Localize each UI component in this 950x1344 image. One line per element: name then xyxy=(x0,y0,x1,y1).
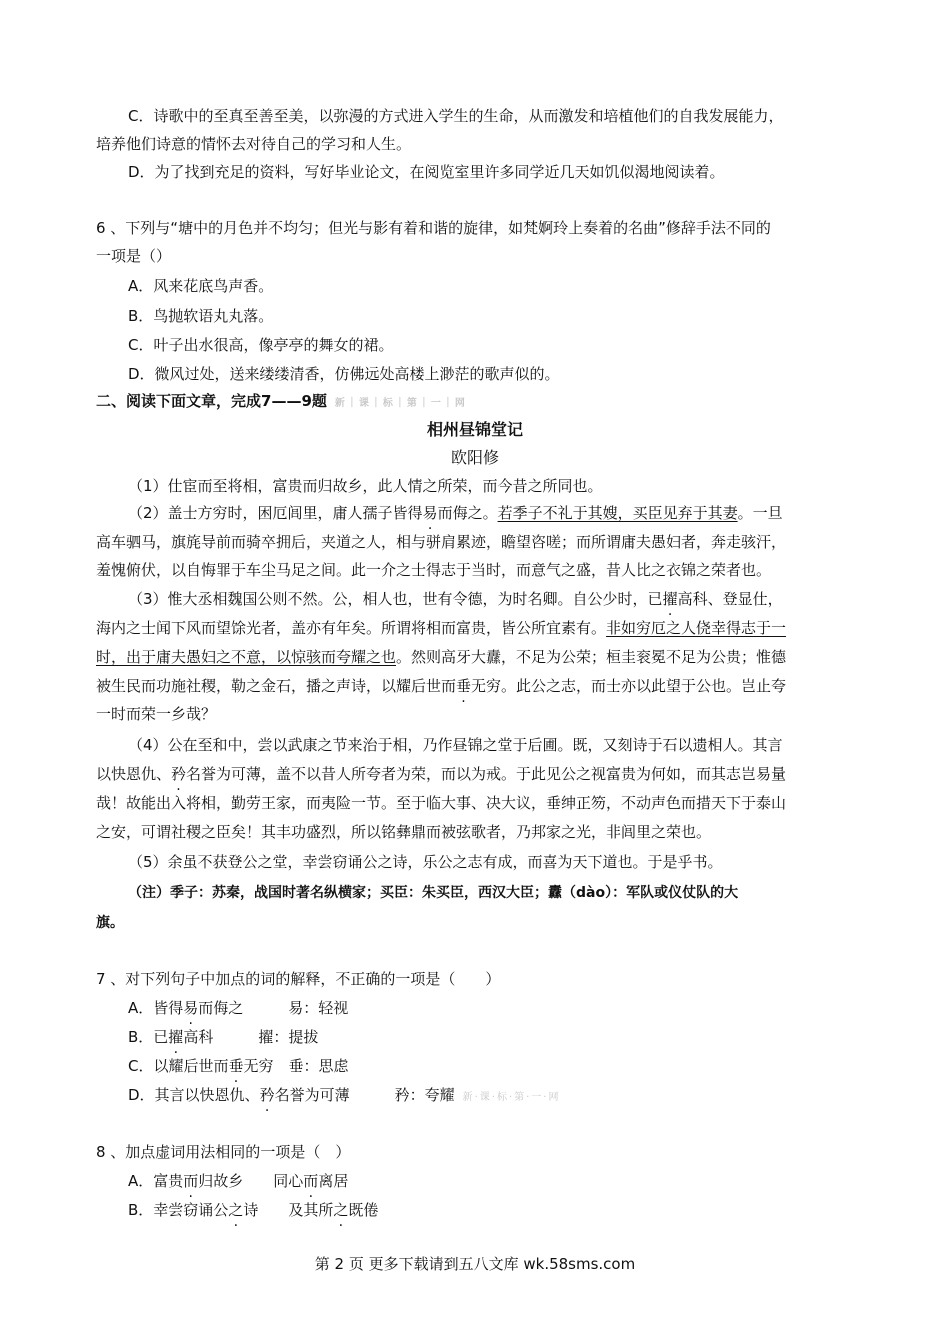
q8-a-dotted-word: 而 xyxy=(183,1172,199,1190)
q8-option-a xyxy=(128,1171,348,1191)
page-footer: 第 2 页 更多下载请到五八文库 wk.58sms.com xyxy=(314,1255,636,1273)
q8-b-pre: B．幸尝窃诵公 xyxy=(128,1201,229,1219)
p2-underlined-sentence: 若季子不礼于其嫂，买臣见弃于其妻 xyxy=(497,504,738,522)
q7-d-post: 名誉为可薄 矜：夸耀 xyxy=(274,1086,455,1104)
q6-option-a: A．风来花底鸟声香。 xyxy=(128,277,274,295)
q8-option-b xyxy=(128,1200,378,1220)
q5-option-c-line1: C．诗歌中的至真至善至美，以弥漫的方式进入学生的生命，从而激发和培植他们的自我发展能力， xyxy=(128,107,784,125)
q6-option-d: D．微风过处，送来缕缕清香，仿佛远处高楼上渺茫的歌声似的。 xyxy=(128,365,560,383)
q7-option-d xyxy=(128,1085,561,1108)
q7-a-pre: A．皆得 xyxy=(128,999,184,1017)
q8-a-dotted-word-2: 而 xyxy=(303,1172,319,1190)
section2-heading xyxy=(96,391,467,414)
q6-stem-line2: 一项是（） xyxy=(96,247,172,265)
article-p4-line4: 之安，可谓社稷之臣矣！其丰功盛烈，所以铭彝鼎而被弦歌者，乃邦家之光，非闾里之荣也。 xyxy=(96,823,712,841)
article-p4-line2 xyxy=(96,764,786,784)
q8-stem: 8 、加点虚词用法相同的一项是（ ） xyxy=(96,1143,351,1161)
q7-a-dotted-word: 易 xyxy=(183,999,199,1017)
q7-option-b xyxy=(128,1027,318,1047)
section2-heading-text: 二、阅读下面文章，完成7——9题 xyxy=(96,392,327,410)
p2-text-c: 。一旦 xyxy=(737,504,783,522)
p3-line2-underlined: 非如穷厄之人侥幸得志于一 xyxy=(606,619,787,637)
article-p3-line2 xyxy=(96,618,786,638)
article-p2-line1 xyxy=(128,503,783,523)
q7-option-c xyxy=(128,1056,349,1076)
article-p3-line5: 一时而荣一乡哉？ xyxy=(96,705,217,723)
p3-line4-dotted-word: 垂 xyxy=(456,677,472,695)
q8-a-pre: A．富贵 xyxy=(128,1172,184,1190)
q8-b-post: 诗 及其所 xyxy=(243,1201,334,1219)
article-author: 欧阳修 xyxy=(450,448,499,467)
p4-line2-text-a: 以快恩仇、 xyxy=(96,765,172,783)
p3-line2-text: 海内之士闻下风而望馀光者，盖亦有年矣。所谓将相而富贵，皆公所宜素有。 xyxy=(96,619,607,637)
q5-option-c-line2: 培养他们诗意的情怀去对待自己的学习和人生。 xyxy=(96,135,412,153)
q8-b-dotted-word: 之 xyxy=(228,1201,244,1219)
q7-d-dotted-word: 矜 xyxy=(259,1086,275,1104)
article-p3-line4 xyxy=(96,676,786,696)
article-note-line2: 旗。 xyxy=(96,915,124,931)
q8-a-post-2: 离居 xyxy=(318,1172,349,1190)
p3-dotted-word: 擢 xyxy=(662,590,678,608)
q8-b-post-2: 既倦 xyxy=(348,1201,379,1219)
q7-stem: 7 、对下列句子中加点的词的解释，不正确的一项是（ ） xyxy=(96,970,501,988)
q7-option-a xyxy=(128,998,348,1018)
article-p2-line3: 羞愧俯伏，以自悔罪于车尘马足之间。此一介之士得志于当时，而意气之盛，昔人比之衣锦之荣者也。 xyxy=(96,561,772,579)
p2-text-b: 而侮之。 xyxy=(437,504,498,522)
q7-d-pre: D．其言以快恩仇、 xyxy=(128,1086,260,1104)
article-title: 相州昼锦堂记 xyxy=(426,420,523,439)
article-p5: （5）余虽不获登公之堂，幸尝窃诵公之诗，乐公之志有成，而喜为天下道也。于是乎书。 xyxy=(128,853,723,871)
p3-line3-underlined: 时，出于庸夫愚妇之不意，以惊骇而夸耀之也 xyxy=(96,648,397,666)
q8-b-dotted-word-2: 之 xyxy=(333,1201,349,1219)
q6-option-b: B．鸟抛软语丸丸落。 xyxy=(128,307,274,325)
q8-a-post: 归故乡 同心 xyxy=(198,1172,304,1190)
q7-a-post: 而侮之 易：轻视 xyxy=(198,999,349,1017)
p4-line2-dotted-word: 矜 xyxy=(171,765,187,783)
watermark-1: 新｜课｜标｜第｜一｜网 xyxy=(334,398,467,409)
p2-text-a: （2）盖士方穷时，困厄闾里，庸人孺子皆得 xyxy=(128,504,423,522)
article-p2-line2: 高车驷马，旗旄导前而骑卒拥后，夹道之人，相与骈肩累迹，瞻望咨嗟；而所谓庸夫愚妇者，奔走骇汗， xyxy=(96,533,787,551)
p3-line4-text-b: 无穷。此公之志，而士亦以此望于公也。岂止夸 xyxy=(471,677,787,695)
q7-b-dotted-word: 擢 xyxy=(168,1028,184,1046)
q7-c-pre: C．以耀后世而 xyxy=(128,1057,229,1075)
p4-line2-text-b: 名誉为可薄，盖不以昔人所夸者为荣，而以为戒。于此见公之视富贵为何如，而其志岂易量 xyxy=(186,765,787,783)
watermark-2: 新·课·标·第·一·网 xyxy=(462,1092,561,1103)
q5-option-d: D．为了找到充足的资料，写好毕业论文，在阅览室里许多同学近几天如饥似渴地阅读着。 xyxy=(128,163,725,181)
q7-b-pre: B．已 xyxy=(128,1028,169,1046)
q7-c-dotted-word: 垂 xyxy=(228,1057,244,1075)
article-p3-line1 xyxy=(128,589,783,609)
q6-stem-line1: 6 、下列与“塘中的月色并不均匀；但光与影有着和谐的旋律，如梵婀玲上奏着的名曲”修辞手法不同的 xyxy=(96,219,771,237)
p2-dotted-word: 易 xyxy=(422,504,438,522)
p3-line3-text: 。然则高牙大纛，不足为公荣；桓圭衮冕不足为公贵；惟德 xyxy=(396,648,787,666)
p3-text-a: （3）惟大丞相魏国公则不然。公，相人也，世有令德，为时名卿。自公少时，已 xyxy=(128,590,663,608)
article-p1: （1）仕宦而至将相，富贵而归故乡，此人情之所荣，而今昔之所同也。 xyxy=(128,477,603,495)
q7-c-post: 无穷 垂：思虑 xyxy=(243,1057,349,1075)
article-note-line1: （注）季子：苏秦，战国时著名纵横家；买臣：朱买臣，西汉大臣；纛（dào）：军队或仪仗队的大 xyxy=(128,885,739,901)
article-p4-line1: （4）公在至和中，尝以武康之节来治于相，乃作昼锦之堂于后圃。既，又刻诗于石以遗相人。其言 xyxy=(128,736,783,754)
p3-line4-text-a: 被生民而功施社稷，勒之金石，播之声诗，以耀后世而 xyxy=(96,677,457,695)
q6-option-c: C．叶子出水很高，像亭亭的舞女的裙。 xyxy=(128,336,394,354)
p3-text-b: 高科、登显仕， xyxy=(677,590,783,608)
article-p4-line3: 哉！故能出入将相，勤劳王家，而夷险一节。至于临大事、决大议，垂绅正笏，不动声色而措天下于泰山 xyxy=(96,794,787,812)
q7-b-post: 高科 擢：提拔 xyxy=(183,1028,319,1046)
article-p3-line3 xyxy=(96,647,786,667)
